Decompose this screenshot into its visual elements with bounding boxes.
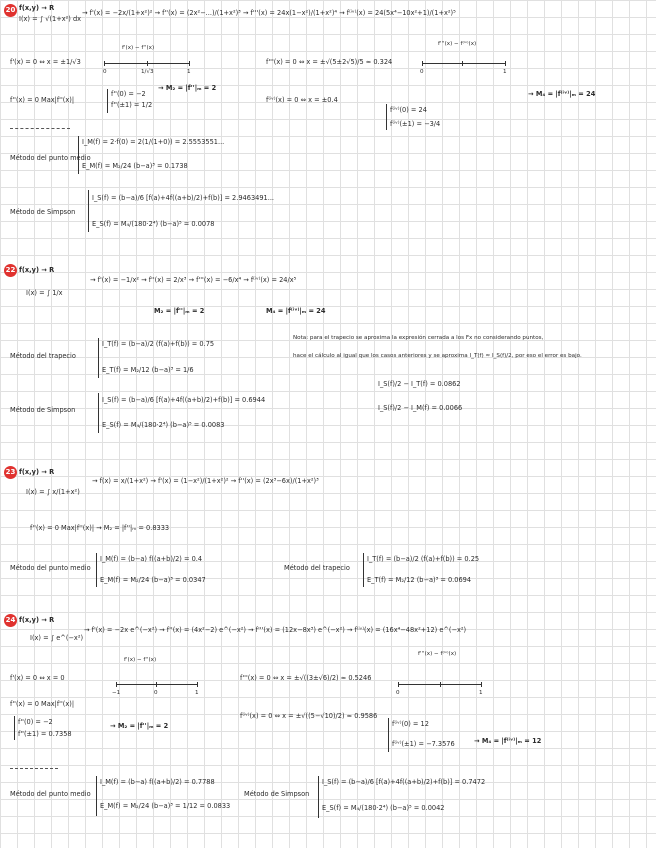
number-line-label: f'(x) − f''(x)	[124, 657, 157, 663]
bound-result: M₄ = |f⁽ⁱᵛ⁾|ₘ = 24	[266, 307, 326, 315]
method-label: Método de Simpson	[244, 790, 310, 798]
bound-result: → M₂ = |f''|ₘ = 2	[158, 84, 217, 92]
approximation-formula: I_T(f) = (b−a)/2 (f(a)+f(b)) = 0.25	[367, 555, 480, 563]
derivative-chain: → f(x) = x/(1+x²) → f'(x) = (1−x²)/(1+x²)² → f''(x) = (2x³−6x)/(1+x²)³	[92, 477, 319, 485]
approximation-formula: I_S(f) = (b−a)/6 [f(a)+4f((a+b)/2)+f(b)] = 0.6944	[102, 396, 266, 404]
brace-bar	[388, 718, 389, 752]
evaluation-line: f''(±1) = 0.7358	[18, 730, 72, 738]
method-label: Método de Simpson	[10, 208, 76, 216]
evaluation-line: f''(±1) = 1/2	[111, 101, 153, 109]
integral-definition: I(x) = ∫ 1/x	[26, 289, 63, 297]
exercise-number-badge: 24	[4, 614, 17, 627]
evaluation-line: f⁽ⁱᵛ⁾(0) = 12	[392, 720, 429, 728]
number-line-label: f'''(x) − f⁽ⁱᵛ⁾(x)	[418, 651, 457, 657]
tick-mark	[462, 61, 463, 66]
derivative-chain: → f'(x) = −1/x² → f''(x) = 2/x³ → f'''(x) = −6/x⁴ → f⁽ⁱᵛ⁾(x) = 24/x⁵	[90, 276, 297, 284]
result-line: I_S(f)/2 − I_T(f) = 0.0862	[378, 380, 461, 388]
tick-mark	[197, 682, 198, 687]
axis-label-one: 1	[479, 690, 483, 696]
error-formula: E_T(f) = M₂/12 (b−a)³ = 1/6	[102, 366, 194, 374]
method-label: Método de Simpson	[10, 406, 76, 414]
derivative-chain: → f'(x) = −2x e^(−x²) → f''(x) = (4x²−2) e^(−x²) → f'''(x) = (12x−8x³) e^(−x²) → f⁽ⁱᵛ⁾(x) = (16x⁴−48x²+12) e^(−x²)	[84, 626, 467, 634]
brace-bar	[96, 553, 97, 587]
error-formula: E_S(f) = M₄/(180·2⁴) (b−a)⁵ = 0.0078	[92, 220, 215, 228]
result-line: I_S(f)/2 − I_M(f) = 0.0066	[378, 404, 463, 412]
second-derivative-analysis: f''(x) = 0 Max|f''(x)| → M₂ = |f''|ₘ = 0.8333	[30, 524, 170, 532]
error-formula: E_M(f) = M₂/24 (b−a)³ = 0.0347	[100, 576, 206, 584]
tick-mark	[189, 61, 190, 66]
tick-mark	[147, 61, 148, 66]
critical-point-equation: f'(x) = 0 ⇔ x = 0	[10, 674, 65, 682]
error-formula: E_T(f) = M₂/12 (b−a)³ = 0.0694	[367, 576, 472, 584]
exercise-number-badge: 22	[4, 264, 17, 277]
brace-bar	[98, 393, 99, 433]
method-label: Método del trapecio	[10, 352, 76, 360]
fourth-derivative-zero: f⁽ⁱᵛ⁾(x) = 0 ⇔ x = ±0.4	[266, 96, 338, 104]
exercise-number-badge: 20	[4, 4, 17, 17]
error-formula: E_M(f) = M₂/24 (b−a)³ = 1/12 = 0.0833	[100, 802, 231, 810]
method-label: Método del punto medio	[10, 790, 91, 798]
number-line	[116, 684, 198, 685]
approximation-formula: I_M(f) = (b−a) f((a+b)/2) = 0.7788	[100, 778, 215, 786]
error-formula: E_M(f) = M₂/24 (b−a)³ = 0.1738	[82, 162, 188, 170]
axis-label-zero: 0	[420, 69, 424, 75]
brace-bar	[96, 776, 97, 816]
function-header: f(x,y) → R	[19, 266, 55, 274]
tick-mark	[104, 61, 105, 66]
axis-label-minus-one: −1	[112, 690, 121, 696]
evaluation-line: f⁽ⁱᵛ⁾(0) = 24	[390, 106, 427, 114]
method-label: Método del punto medio	[10, 564, 91, 572]
error-formula: E_S(f) = M₄/(180·2⁴) (b−a)⁵ = 0.0083	[102, 421, 225, 429]
brace-bar	[98, 338, 99, 378]
approximation-formula: I_M(f) = 2·f(0) = 2(1/(1+0)) = 2.5553551...	[82, 138, 225, 146]
integral-definition: I(x) = ∫ √(1+x²) dx	[19, 15, 82, 23]
axis-label-zero: 0	[396, 690, 400, 696]
bound-result: M₂ = |f''|ₘ = 2	[154, 307, 205, 315]
tick-mark	[440, 682, 441, 687]
number-line-label: f'(x) − f''(x)	[122, 45, 155, 51]
tick-mark	[505, 61, 506, 66]
tick-mark	[156, 682, 157, 687]
bound-result: → M₄ = |f⁽ⁱᵛ⁾|ₘ = 24	[528, 90, 596, 98]
function-header: f(x,y) → R	[19, 468, 55, 476]
tick-mark	[481, 682, 482, 687]
number-line-label: f'''(x) − f⁽ⁱᵛ⁾(x)	[438, 41, 477, 47]
note-line: Nota: para el trapecio se aproxima la expresión cerrada a los Fx no considerando puntos,	[293, 335, 544, 341]
tick-mark	[116, 682, 117, 687]
derivative-chain: → f'(x) = −2x/(1+x²)² → f''(x) = (2x²−...)/(1+x²)³ → f'''(x) = 24x(1−x²)/(1+x²)⁴ → f⁽ⁱᵛ⁾(x) = 24(5x⁴−10x²+1)/(1+x²)⁵	[82, 9, 456, 17]
axis-label-one: 1	[195, 690, 199, 696]
axis-label-zero: 0	[154, 690, 158, 696]
axis-label-zero: 0	[103, 69, 107, 75]
brace-bar	[386, 104, 387, 130]
brace-bar	[318, 776, 319, 818]
integral-definition: I(x) = ∫ e^(−x²)	[30, 634, 84, 642]
function-header: f(x,y) → R	[19, 4, 55, 12]
brace-bar	[14, 716, 15, 740]
critical-point-equation: f'''(x) = 0 ⇔ x = ±√(5±2√5)/5 ≈ 0.324	[266, 58, 393, 66]
divider	[10, 128, 70, 129]
second-derivative-analysis: f''(x) = 0 Max|f''(x)|	[10, 96, 75, 104]
fourth-derivative-zero: f⁽ⁱᵛ⁾(x) = 0 ⇔ x = ±√((5−√10)/2) ≈ 0.9586	[240, 712, 378, 720]
axis-label-one: 1	[187, 69, 191, 75]
approximation-formula: I_M(f) = (b−a) f((a+b)/2) = 0.4	[100, 555, 203, 563]
axis-label-one: 1	[503, 69, 507, 75]
method-label: Método del trapecio	[284, 564, 350, 572]
number-line	[422, 63, 506, 64]
approximation-formula: I_S(f) = (b−a)/6 [f(a)+4f((a+b)/2)+f(b)] = 0.7472	[322, 778, 486, 786]
brace-bar	[107, 89, 108, 113]
divider	[10, 768, 58, 769]
second-derivative-analysis: f''(x) = 0 Max|f''(x)|	[10, 700, 75, 708]
evaluation-line: f''(0) = −2	[111, 90, 146, 98]
critical-point-equation: f'''(x) = 0 ⇔ x = ±√((3±√6)/2) ≈ 0.5246	[240, 674, 372, 682]
critical-point-equation: f'(x) = 0 ⇔ x = ±1/√3	[10, 58, 81, 66]
approximation-formula: I_S(f) = (b−a)/6 [f(a)+4f((a+b)/2)+f(b)] = 2.9463491...	[92, 194, 275, 202]
bound-result: → M₂ = |f''|ₘ = 2	[110, 722, 169, 730]
note-line: hace el cálculo al igual que los casos anteriores y se aproxima I_T(f) ≈ I_S(f)/2, por eso el error es bajo.	[293, 353, 582, 359]
exercise-number-badge: 23	[4, 466, 17, 479]
integral-definition: I(x) = ∫ x/(1+x²)	[26, 488, 80, 496]
evaluation-line: f⁽ⁱᵛ⁾(±1) = −3/4	[390, 120, 441, 128]
error-formula: E_S(f) = M₄/(180·2⁴) (b−a)⁵ = 0.0042	[322, 804, 445, 812]
function-header: f(x,y) → R	[19, 616, 55, 624]
evaluation-line: f''(0) = −2	[18, 718, 53, 726]
axis-label-mark: 1/√3	[141, 69, 154, 75]
approximation-formula: I_T(f) = (b−a)/2 (f(a)+f(b)) = 0.75	[102, 340, 215, 348]
tick-mark	[398, 682, 399, 687]
brace-bar	[78, 136, 79, 174]
brace-bar	[363, 553, 364, 587]
brace-bar	[88, 190, 89, 232]
method-label: Método del punto medio	[10, 154, 91, 162]
bound-result: → M₄ = |f⁽ⁱᵛ⁾|ₘ = 12	[474, 737, 542, 745]
evaluation-line: f⁽ⁱᵛ⁾(±1) = −7.3576	[392, 740, 455, 748]
tick-mark	[422, 61, 423, 66]
